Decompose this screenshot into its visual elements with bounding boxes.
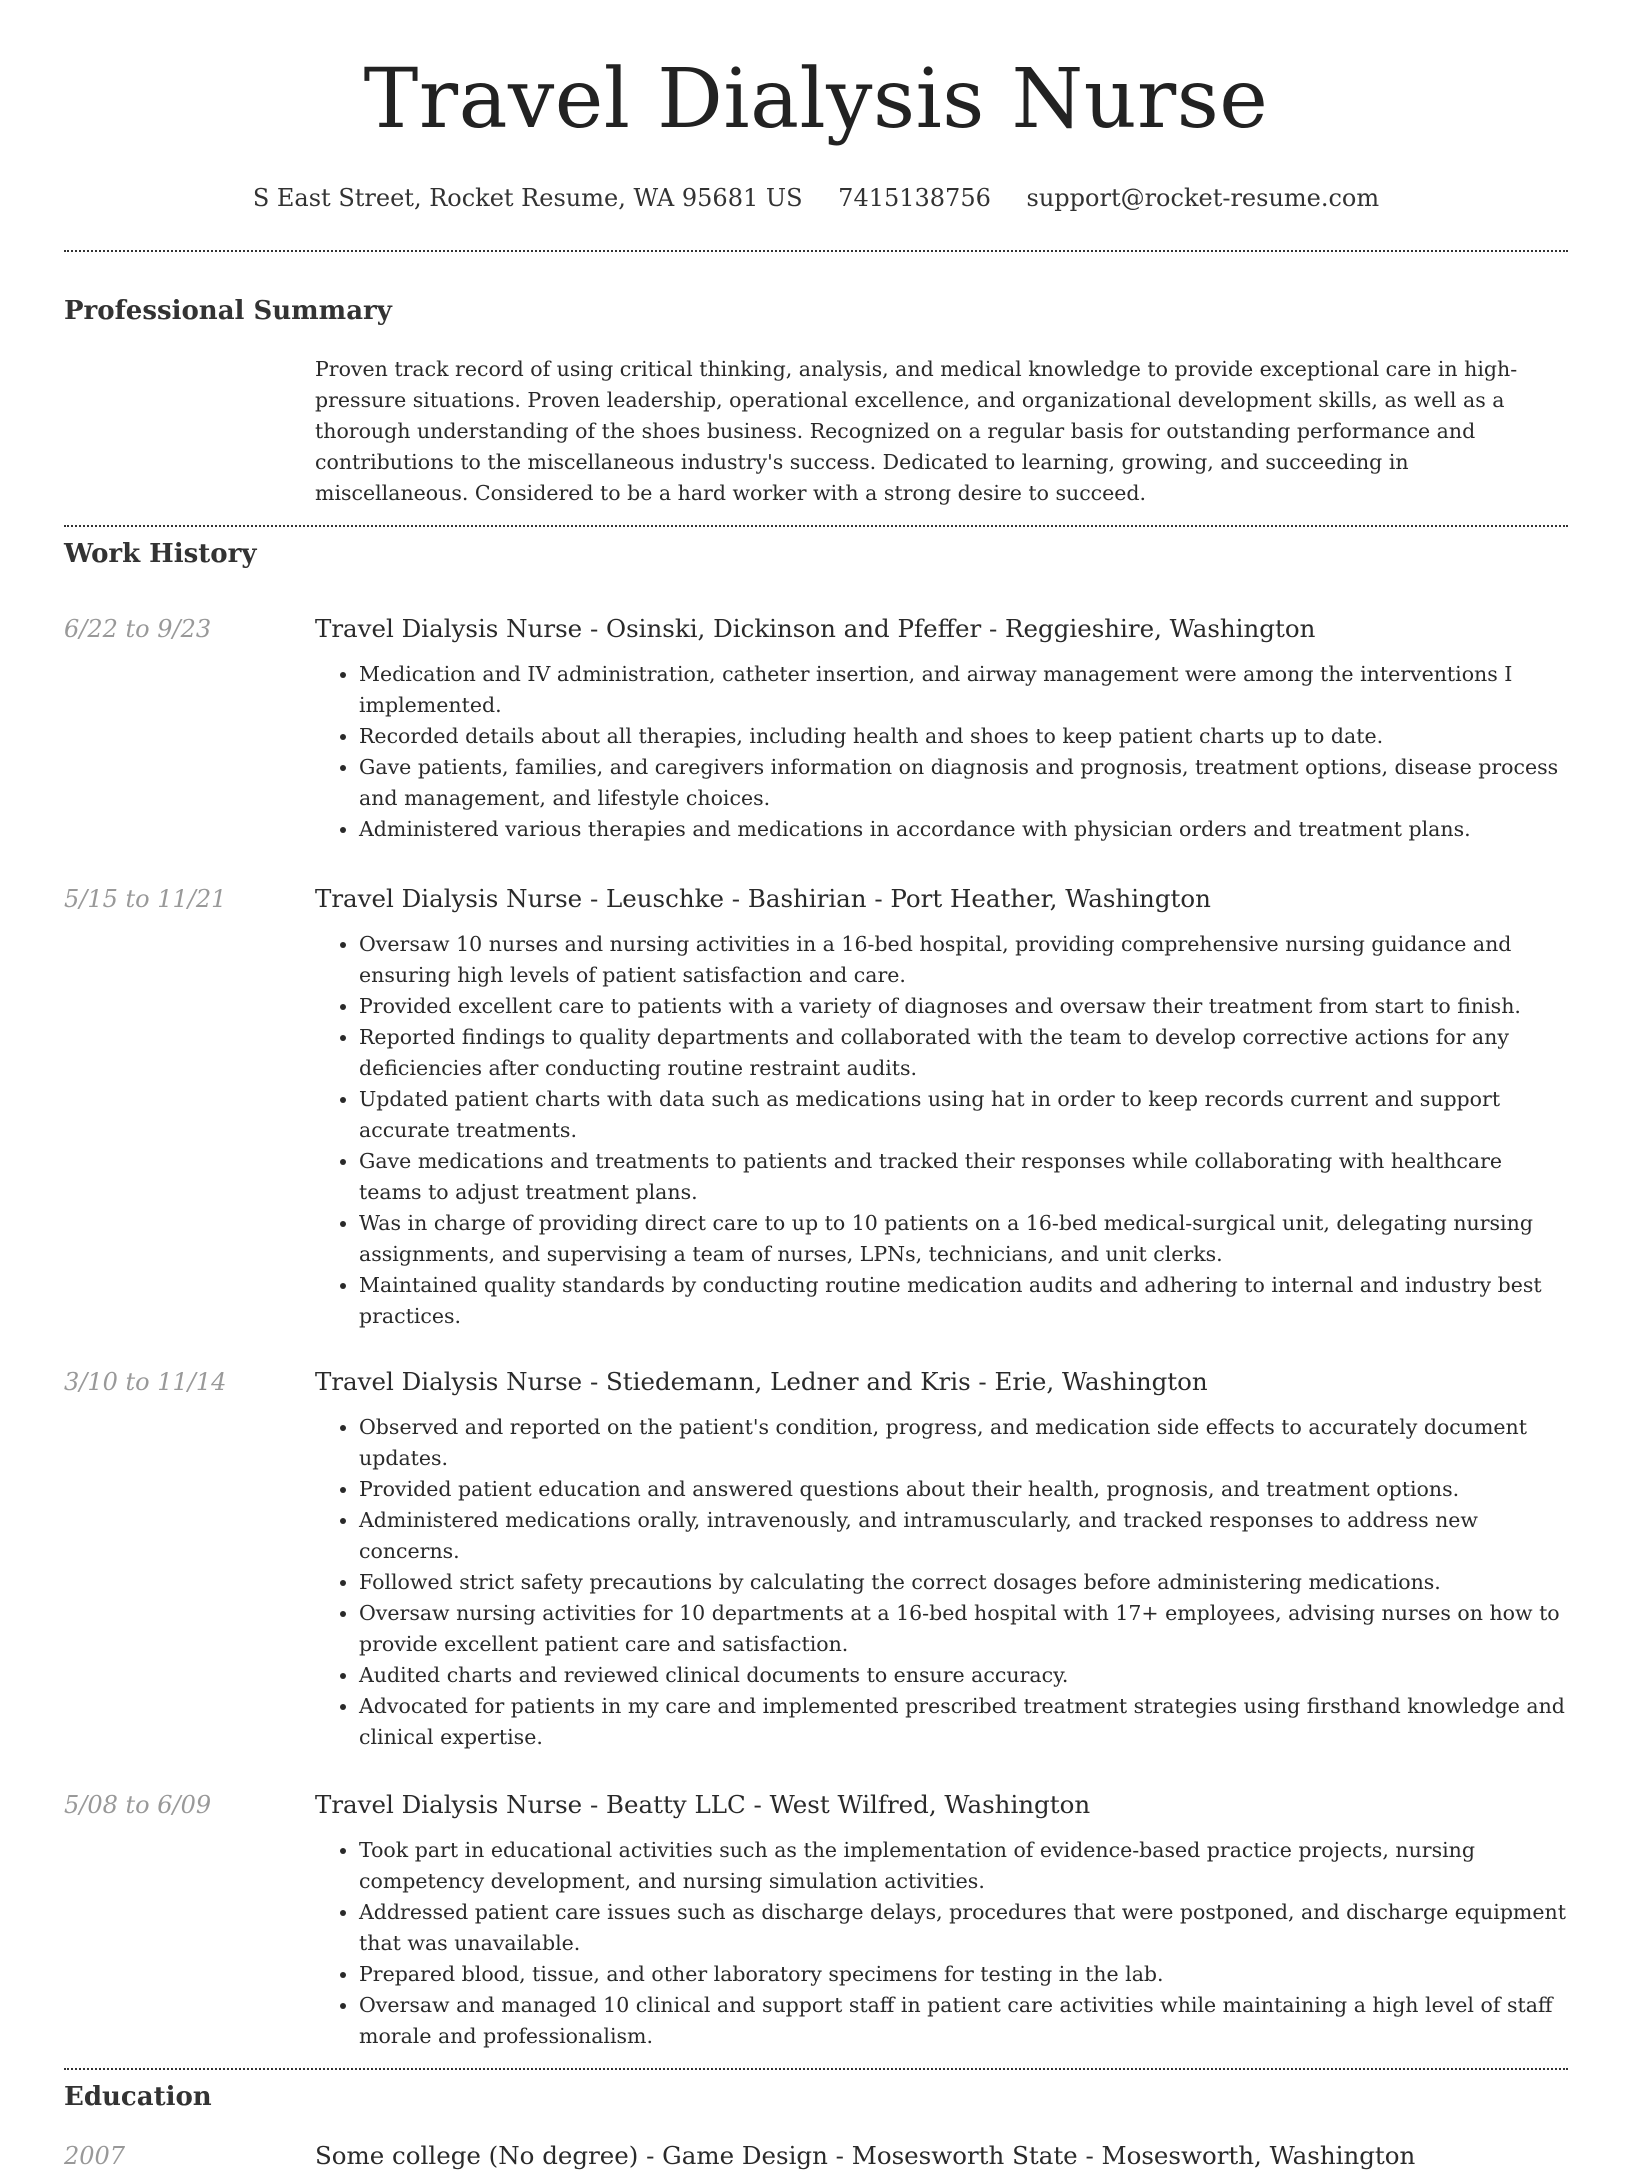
- job-bullets: [315, 659, 1568, 845]
- job-heading: Travel Dialysis Nurse - Leuschke - Bashirian - Port Heather, Washington: [315, 884, 1211, 913]
- job-entry: [64, 1366, 1568, 1753]
- job-date: 5/15 to 11/21: [64, 885, 227, 913]
- contact-phone: 7415138756: [838, 184, 991, 212]
- section-divider: [64, 525, 1568, 527]
- list-item: • Reported findings to quality departments and collaborated with the team to develop corrective actions for any deficiencies after conducting routine restraint audits.: [359, 1022, 1568, 1084]
- job-heading: Travel Dialysis Nurse - Stiedemann, Ledner and Kris - Erie, Washington: [315, 1367, 1208, 1396]
- list-item: • Was in charge of providing direct care to up to 10 patients on a 16-bed medical-surgical unit, delegating nursing assignments, and supervising a team of nurses, LPNs, technicians, and unit clerks.: [359, 1208, 1568, 1270]
- job-date: 6/22 to 9/23: [64, 615, 212, 643]
- list-item: • Recorded details about all therapies, including health and shoes to keep patient charts up to date.: [359, 721, 1568, 752]
- list-item: • Provided patient education and answered questions about their health, prognosis, and treatment options.: [359, 1474, 1568, 1505]
- education-date: 2007: [64, 2142, 126, 2170]
- job-bullets: [315, 1835, 1568, 2052]
- education-entry: [64, 2140, 1568, 2172]
- section-divider: [64, 2068, 1568, 2070]
- job-entry: [64, 883, 1568, 1332]
- list-item: • Took part in educational activities such as the implementation of evidence-based practice projects, nursing competency development, and nursing simulation activities.: [359, 1835, 1568, 1897]
- list-item: • Prepared blood, tissue, and other laboratory specimens for testing in the lab.: [359, 1959, 1568, 1990]
- list-item: • Updated patient charts with data such as medications using hat in order to keep records current and support accurate treatments.: [359, 1084, 1568, 1146]
- contact-email: support@rocket-resume.com: [1026, 184, 1380, 212]
- job-heading: Travel Dialysis Nurse - Osinski, Dickinson and Pfeffer - Reggieshire, Washington: [315, 614, 1316, 643]
- list-item: • Gave medications and treatments to patients and tracked their responses while collaborating with healthcare teams to adjust treatment plans.: [359, 1146, 1568, 1208]
- job-heading: Travel Dialysis Nurse - Beatty LLC - West Wilfred, Washington: [315, 1790, 1091, 1819]
- summary-text: Proven track record of using critical thinking, analysis, and medical knowledge to provide exceptional care in high-pressure situations. Proven leadership, operational excellence, and organizational development skills, as well as a thorough understanding of the shoes business. Recognized on a regular basis for outstanding performance and contributions to the miscellaneous industry's success. Dedicated to learning, growing, and succeeding in miscellaneous. Considered to be a hard worker with a strong desire to succeed.: [315, 357, 1518, 505]
- list-item: • Administered various therapies and medications in accordance with physician orders and treatment plans.: [359, 814, 1568, 845]
- job-date: 5/08 to 6/09: [64, 1791, 212, 1819]
- list-item: • Advocated for patients in my care and implemented prescribed treatment strategies using firsthand knowledge and clinical expertise.: [359, 1691, 1568, 1753]
- list-item: • Maintained quality standards by conducting routine medication audits and adhering to internal and industry best practices.: [359, 1270, 1568, 1332]
- list-item: • Followed strict safety precautions by calculating the correct dosages before administering medications.: [359, 1567, 1568, 1598]
- list-item: • Gave patients, families, and caregivers information on diagnosis and prognosis, treatment options, disease process and management, and lifestyle choices.: [359, 752, 1568, 814]
- job-entry: [64, 1789, 1568, 2052]
- section-divider: [64, 250, 1568, 252]
- list-item: • Medication and IV administration, catheter insertion, and airway management were among the interventions I implemented.: [359, 659, 1568, 721]
- list-item: • Oversaw 10 nurses and nursing activities in a 16-bed hospital, providing comprehensive nursing guidance and ensuring high levels of patient satisfaction and care.: [359, 929, 1568, 991]
- list-item: • Oversaw nursing activities for 10 departments at a 16-bed hospital with 17+ employees, advising nurses on how to provide excellent patient care and satisfaction.: [359, 1598, 1568, 1660]
- candidate-name: Travel Dialysis Nurse: [363, 52, 1269, 147]
- work-history-section-title: Work History: [64, 539, 257, 569]
- resume-page: [64, 0, 1568, 2172]
- contact-address: S East Street, Rocket Resume, WA 95681 US: [252, 184, 803, 212]
- summary-section-title: Professional Summary: [64, 296, 392, 326]
- contact-line: [64, 182, 1568, 214]
- education-heading: Some college (No degree) - Game Design - Mosesworth State - Mosesworth, Washington: [315, 2141, 1416, 2170]
- list-item: • Provided excellent care to patients with a variety of diagnoses and oversaw their treatment from start to finish.: [359, 991, 1568, 1022]
- list-item: • Audited charts and reviewed clinical documents to ensure accuracy.: [359, 1660, 1568, 1691]
- education-section-title: Education: [64, 2082, 212, 2112]
- job-bullets: [315, 1412, 1568, 1753]
- list-item: • Administered medications orally, intravenously, and intramuscularly, and tracked responses to address new concerns.: [359, 1505, 1568, 1567]
- job-entry: [64, 613, 1568, 845]
- job-bullets: [315, 929, 1568, 1332]
- list-item: • Observed and reported on the patient's condition, progress, and medication side effects to accurately document updates.: [359, 1412, 1568, 1474]
- list-item: • Addressed patient care issues such as discharge delays, procedures that were postponed, and discharge equipment that was unavailable.: [359, 1897, 1568, 1959]
- list-item: • Oversaw and managed 10 clinical and support staff in patient care activities while maintaining a high level of staff morale and professionalism.: [359, 1990, 1568, 2052]
- job-date: 3/10 to 11/14: [64, 1368, 227, 1396]
